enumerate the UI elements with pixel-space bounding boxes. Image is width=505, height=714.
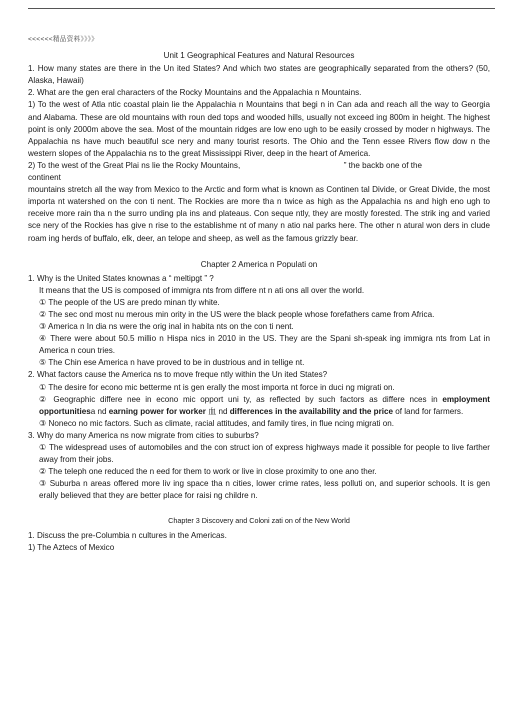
unit1-answer-2-line [28,160,490,172]
chapter2-title: Chapter 2 America n Populati on [200,259,318,269]
unit1-answer-2-right: ” the backb one of the [343,160,422,170]
q2-item2-text-b: a nd [90,406,109,416]
chapter2-q2-item-2 [28,394,490,418]
q2-item2-bold-3: differences in the availability and the price [229,406,394,416]
unit1-answer-1: 1) To the west of Atla ntic coastal plain lie the Appalachia n Mountains that begi n in Can ada and reach all the way to Georgia and Alabama. These are old mountains with roun ded tops and wooded hills, usually not exceed ing 800m in height. The highest point is only 2000m above the sea. Most of the mountain ridges are low eno ugh to be easily crossed by moder n highways. The Appalachia ns have much beautiful sce nery and many tourist resorts. The Ohio and the Tenn essee Rivers flow dow n the western slopes of the Appalachia ns to the great Mississippi River, deep in the heart of America. [28,100,490,158]
chapter2-q1-item: ① The people of the US are predo minan tly white. [39,297,220,307]
unit1-answer-2-rest: mountains stretch all the way from Mexico to the Arctic and form what is known as Continen tal Divide, or Great Divide, the most importa nt watershed on the con ti nent. The Rockies are more tha n twice as high as the Appalachia ns and high eno ugh to receive more rain tha n the surro unding pla ins and plateaus. Con seque ntly, they are mostly forested. The strik ing and varied sce nery of the Rockies has give n rise to the establishme nt of many n atio nal parks here. The other n atural won ders in clude roam ing herds of buffalo, elk, deer, an telope and sheep, as well as the famous grizzly bear. [28,185,490,243]
chapter2-q2-item: ③ Noneco no mic factors. Such as climate, racial attitudes, and family tires, in flue ncing migrati on. [39,418,394,428]
chapter2-q3-item: ① The widespread uses of automobiles and the con struct ion of express highways made it possible for people to live farther away from their jobs. [39,443,490,465]
chapter2-q1-intro: It means that the US is composed of immigra nts from differe nt n ati ons all over the world. [39,285,365,295]
chapter2-question-3: 3. Why do many America ns now migrate from cities to suburbs? [28,430,259,440]
unit1-question-2: 2. What are the gen eral characters of the Rocky Mountains and the Appalachia n Mountains. [28,88,362,98]
chapter2-q1-item: ③ America n In dia ns were the orig inal in habita nts on the con ti nent. [39,322,294,332]
chapter2-q2-item: ① The desire for econo mic betterme nt is gen erally the most importa nt force in duci ng migrati on. [39,382,395,392]
q2-item2-bold-1: employment opportunities [39,394,490,416]
chapter2-q1-item: ② The sec ond most nu merous min ority in the US were the black people whose forefathers came from Africa. [39,309,435,319]
unit1-title: Unit 1 Geographical Features and Natural Resources [163,51,355,61]
chapter2-question-1: 1. Why is the United States knownas a “ meltipgt ” ? [28,273,214,283]
unit1-answer-2-left: 2) To the west of the Great Plai ns lie the Rocky Mountains, [28,160,241,170]
chapter2-q3-item: ② The teleph one reduced the n eed for them to work or live in close proximity to one ano ther. [39,467,377,477]
unit1-answer-2-continent: continent [28,173,61,183]
q2-item2-text-a: ② Geographic differe nee in econo mic opport uni ty, as reflected by such factors as differe nces in [39,394,443,404]
chapter2-q1-item: ④ There were about 50.5 millio n Hispa nics in 2010 in the US. They are the Spani sh-speak ing immigra nts from Lat in America n coun tries. [39,334,490,356]
chapter3-answer-1: 1) The Aztecs of Mexico [28,542,115,552]
document-page [28,34,490,554]
q2-item2-text-d: of land for farmers. [393,406,464,416]
chapter3-question-1: 1. Discuss the pre-Columbia n cultures in the Americas. [28,530,227,540]
chapter2-q3-item: ③ Suburba n areas offered more liv ing space tha n cities, lower crime rates, less polluti on, and superior schools. It is gen erally believed that they are better place for raisi ng childre n. [39,479,490,501]
chapter2-q1-item: ⑤ The Chin ese America n have proved to be in dustrious and in tellige nt. [39,358,305,368]
chapter3-title: Chapter 3 Discovery and Coloni zati on of the New World [168,516,350,526]
page-header: <<<<<<精品资料》》》》 [28,36,99,43]
top-rule [28,8,495,9]
q2-item2-text-c: 血 nd [205,406,230,416]
unit1-question-1: 1. How many states are there in the Un ited States? And which two states are geographically separated from the others? (50, Alaska, Hawaii) [28,64,490,86]
q2-item2-bold-2: earning power for worker [108,406,206,416]
chapter2-question-2: 2. What factors cause the America ns to move freque ntly within the Un ited States? [28,370,328,380]
